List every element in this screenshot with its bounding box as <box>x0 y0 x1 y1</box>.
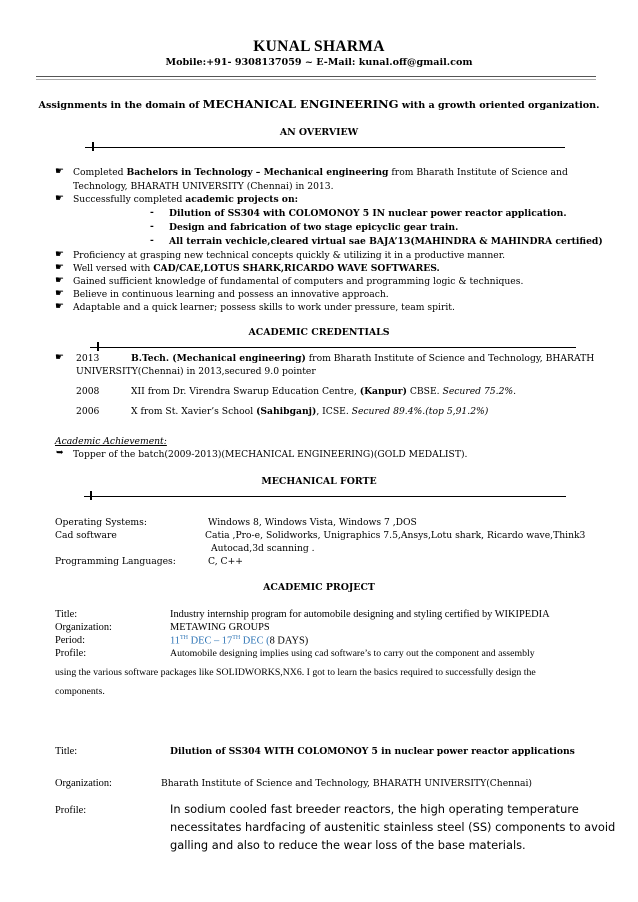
achievement-item: Topper of the batch(2009-2013)(MECHANICAL ENGINEERING)(GOLD MEDALIST). <box>73 449 468 460</box>
pointing-hand-icon: ☛ <box>55 288 64 299</box>
forte-divider <box>84 496 566 497</box>
project2-profile-line1: In sodium cooled fast breeder reactors, the high operating temperature <box>170 802 579 816</box>
superscript: TH <box>232 635 241 641</box>
project-profile-label: Profile: <box>55 648 87 659</box>
header-rule <box>36 76 596 77</box>
project-period-label: Period: <box>55 635 86 646</box>
objective-domain: MECHANICAL ENGINEERING <box>202 97 399 111</box>
date-text: 11 <box>170 635 181 647</box>
project-org-value: METAWING GROUPS <box>170 622 270 633</box>
pointing-hand-icon: ☛ <box>55 193 64 204</box>
overview-bullet-1 <box>73 167 568 178</box>
project-profile-line2: using the various software packages like SOLIDWORKS,NX6. I got to learn the basics required to successfully design the <box>55 667 536 678</box>
text: CBSE. <box>406 386 443 397</box>
pointing-hand-icon: ☛ <box>55 166 64 177</box>
forte-heading: MECHANICAL FORTE <box>261 476 377 487</box>
project2-org-label: Organization: <box>55 778 112 789</box>
project-item-1: Dilution of SS304 with COLOMONOY 5 IN nuclear power reactor application. <box>169 208 567 219</box>
score-text: Secured 75.2%. <box>442 386 517 397</box>
header-rule-shadow <box>36 79 596 80</box>
credential-2013-year: 2013 <box>76 353 100 364</box>
dash-icon: - <box>150 235 154 246</box>
project2-title-label: Title: <box>55 746 78 757</box>
overview-bullet-4 <box>73 263 440 274</box>
text: from Bharath Institute of Science and Technology, BHARATH <box>305 353 595 364</box>
text: Successfully completed <box>73 194 186 205</box>
project-heading: ACADEMIC PROJECT <box>263 582 375 593</box>
project2-title-value: Dilution of SS304 WITH COLOMONOY 5 in nuclear power reactor applications <box>170 746 575 757</box>
project-period-value <box>170 635 308 646</box>
project2-profile-line3: galling and also to reduce the wear loss of the base materials. <box>170 838 526 852</box>
credentials-divider <box>90 347 576 348</box>
pointing-hand-icon: ☛ <box>55 249 64 260</box>
text: XII from Dr. Virendra Swarup Education Centre, <box>131 386 360 397</box>
project-title-label: Title: <box>55 609 78 620</box>
credential-2013-line2: UNIVERSITY(Chennai) in 2013,secured 9.0 pointer <box>76 366 316 377</box>
text: , ICSE. <box>316 406 352 417</box>
objective-prefix: Assignments in the domain of <box>38 100 203 111</box>
programming-label: Programming Languages: <box>55 556 176 567</box>
contact-line: Mobile:+91- 9308137059 ~ E-Mail: kunal.off@gmail.com <box>165 57 473 68</box>
credential-2008 <box>131 386 516 397</box>
date-text: DEC ( <box>240 635 270 647</box>
credential-2006 <box>131 406 488 417</box>
cad-label: Cad software <box>55 530 117 541</box>
city-text: (Sahibganj) <box>256 406 317 417</box>
text: Completed <box>73 167 127 178</box>
days-text: 8 DAYS) <box>269 635 309 647</box>
overview-heading: AN OVERVIEW <box>279 127 359 138</box>
overview-divider-tick <box>92 142 94 151</box>
pointing-hand-icon: ☛ <box>55 301 64 312</box>
objective-suffix: with a growth oriented organization. <box>398 100 600 111</box>
score-text: Secured 89.4%.(top 5,91.2%) <box>351 406 489 417</box>
dash-icon: - <box>150 221 154 232</box>
city-text: (Kanpur) <box>359 386 407 397</box>
credential-2008-year: 2008 <box>76 386 100 397</box>
projects-label: academic projects on: <box>185 194 299 205</box>
programming-value: C, C++ <box>208 556 243 567</box>
credential-2013 <box>131 353 594 364</box>
achievement-heading: Academic Achievement: <box>55 436 167 447</box>
credentials-heading: ACADEMIC CREDENTIALS <box>248 327 390 338</box>
overview-bullet-5: Gained sufficient knowledge of fundamental of computers and programming logic & techniques. <box>73 276 524 287</box>
project-profile-line1: Automobile designing implies using cad software’s to carry out the component and assembly <box>170 648 535 659</box>
overview-divider <box>85 147 565 148</box>
software-text: CAD/CAE,LOTUS SHARK,RICARDO WAVE SOFTWARES. <box>153 263 440 274</box>
pointing-hand-icon: ☛ <box>55 352 64 363</box>
project-profile-line3: components. <box>55 686 105 697</box>
forte-divider-tick <box>90 491 92 500</box>
text: from Bharath Institute of Science and <box>388 167 568 178</box>
resume-name: KUNAL SHARMA <box>253 38 385 55</box>
project2-org-value: Bharath Institute of Science and Technology, BHARATH UNIVERSITY(Chennai) <box>161 778 533 789</box>
credential-2006-year: 2006 <box>76 406 100 417</box>
dash-icon: - <box>150 207 154 218</box>
overview-bullet-2 <box>73 194 298 205</box>
overview-bullet-6: Believe in continuous learning and possess an innovative approach. <box>73 289 389 300</box>
project-org-label: Organization: <box>55 622 112 633</box>
date-text: DEC – 17 <box>188 635 233 647</box>
arrow-right-icon: ➥ <box>56 447 64 458</box>
credentials-divider-tick <box>97 342 99 351</box>
project-item-3: All terrain vechicle,cleared virtual sae BAJA’13(MAHINDRA & MAHINDRA certified) <box>169 236 603 247</box>
os-label: Operating Systems: <box>55 517 147 528</box>
superscript: TH <box>180 635 189 641</box>
overview-bullet-3: Proficiency at grasping new technical concepts quickly & utilizing it in a productive manner. <box>73 250 506 261</box>
degree-text: B.Tech. (Mechanical engineering) <box>131 353 306 364</box>
project-item-2: Design and fabrication of two stage epicyclic gear train. <box>169 222 459 233</box>
overview-bullet-7: Adaptable and a quick learner; possess skills to work under pressure, team spirit. <box>73 302 455 313</box>
cad-value: Catia ,Pro-e, Solidworks, Unigraphics 7.5,Ansys,Lotu shark, Ricardo wave,Think3 <box>205 530 586 541</box>
text: Well versed with <box>73 263 154 274</box>
os-value: Windows 8, Windows Vista, Windows 7 ,DOS <box>208 517 417 528</box>
overview-bullet-1-line2: Technology, BHARATH UNIVERSITY (Chennai) in 2013. <box>73 181 334 192</box>
cad-value-line2: Autocad,3d scanning . <box>211 543 315 554</box>
text: X from St. Xavier’s School <box>131 406 257 417</box>
pointing-hand-icon: ☛ <box>55 275 64 286</box>
project-title-value: Industry internship program for automobile designing and styling certified by WIKIPEDIA <box>170 609 550 620</box>
degree-text: Bachelors in Technology – Mechanical engineering <box>126 167 389 178</box>
project2-profile-label: Profile: <box>55 805 87 816</box>
pointing-hand-icon: ☛ <box>55 262 64 273</box>
project2-profile-line2: necessitates hardfacing of austenitic stainless steel (SS) components to avoid <box>170 820 616 834</box>
objective <box>0 97 638 111</box>
